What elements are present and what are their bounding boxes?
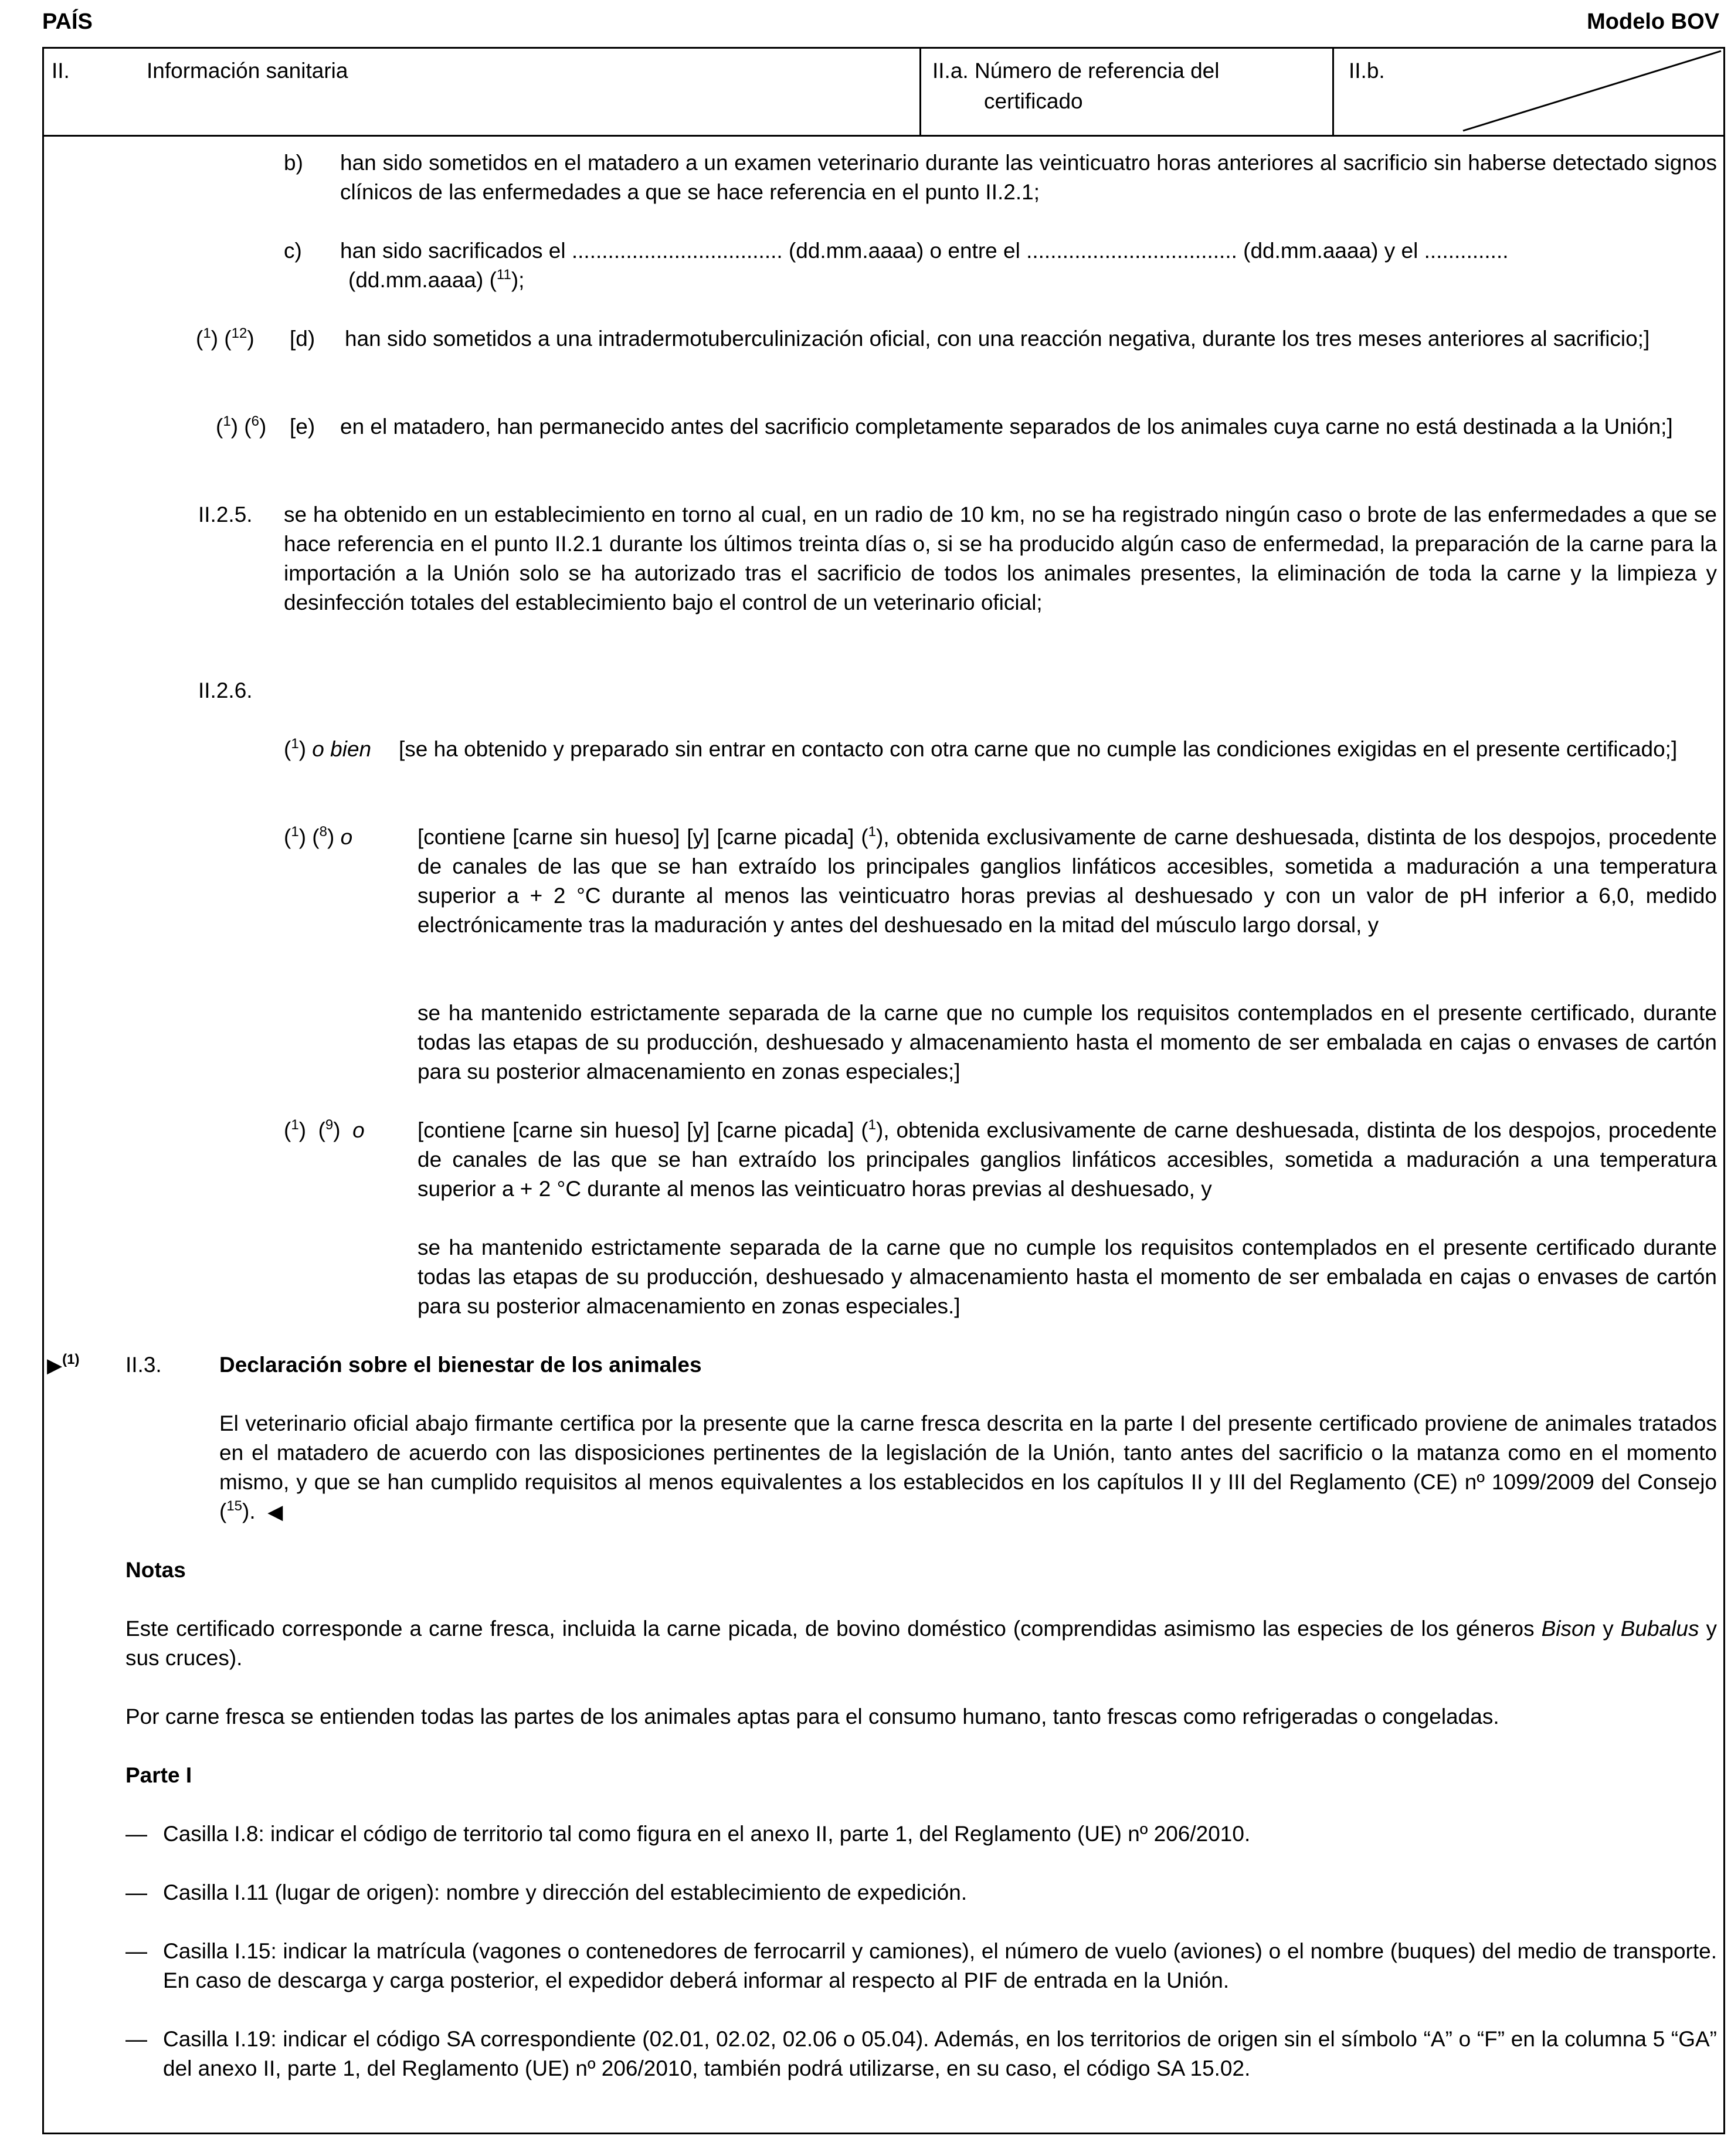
amendment-start-marker: ▶$^{(1)}$ <box>47 1352 80 1377</box>
item-d-label: [d) <box>290 327 315 351</box>
ref-number-label-line2: certificado <box>984 89 1083 113</box>
ii26-opt3-ref: ($^1$) ($^9$) o <box>284 1117 365 1142</box>
ii26-opt1-text: [se ha obtenido y preparado sin entrar en contacto con otra carne que no cumple las condiciones exigidas en el presente certificado;] <box>399 737 1678 761</box>
bullet-dash: — <box>125 1939 147 1963</box>
ii25-label: II.2.5. <box>198 502 253 527</box>
item-b-label: b) <box>284 151 303 175</box>
country-label: PAÍS <box>42 9 93 34</box>
ii26-opt2-ref: ($^1$) ($^8$) o <box>284 824 353 849</box>
notes-title: Notas <box>125 1558 186 1582</box>
bullet-casilla-i11: Casilla I.11 (lugar de origen): nombre y dirección del establecimiento de expedición. <box>163 1880 968 1904</box>
notes-paragraph-2: Por carne fresca se entienden todas las partes de los animales aptas para el consumo humano, tanto frescas como refrigeradas o congeladas. <box>125 1705 1499 1729</box>
iib-diagonal-strike <box>1334 49 1723 135</box>
bullet-casilla-i19: Casilla I.19: indicar el código SA correspondiente (02.01, 02.02, 02.06 o 05.04). Además, en los territorios de origen sin el símbolo “A” o “F” en la columna 5 “GA” del anexo II, parte 1, del Reglamento (UE) nº 206/2010, también podrá utilizarse, en su caso, el código SA 15.02. <box>163 2027 1717 2080</box>
part-i-title: Parte I <box>125 1763 192 1787</box>
ii3-title: Declaración sobre el bienestar de los animales <box>219 1353 702 1377</box>
item-b-text: han sido sometidos en el matadero a un examen veterinario durante las veinticuatro horas anteriores al sacrificio sin haberse detectado signos clínicos de las enfermedades a que se hace referencia en el punto II.2.1; <box>340 151 1717 204</box>
ii26-opt1-ref: ($^1$) o bien <box>284 736 372 761</box>
ii3-text: El veterinario oficial abajo firmante certifica por la presente que la carne fresca descrita en la parte I del presente certificado proviene de animales tratados en el matadero de acuerdo con las disposiciones pertinentes de la legislación de la Unión, tanto antes del sacrificio o la matanza como en el momento mismo, y que se han cumplido requisitos al menos equivalentes a los establecidos en los capítulos II y III del Reglamento (CE) nº 1099/2009 del Consejo ($^{15}$). ◀ <box>219 1411 1717 1523</box>
ii25-text: se ha obtenido en un establecimiento en torno al cual, en un radio de 10 km, no se ha registrado ningún caso o brote de las enfermedades a que se hace referencia en el punto II.2.1 durante los últimos treinta días o, si se ha producido algún caso de enfermedad, la preparación de la carne para la importación a la Unión solo se ha autorizado tras el sacrificio de todos los animales presentes, la eliminación de toda la carne y la limpieza y desinfección totales del establecimiento bajo el control de un veterinario oficial; <box>284 502 1717 614</box>
bullet-dash: — <box>125 1880 147 1904</box>
ref-number-label-line1: II.a. Número de referencia del <box>932 59 1220 83</box>
notes-paragraph-1: Este certificado corresponde a carne fresca, incluida la carne picada, de bovino doméstico (comprendidas asimismo las especies de los géneros Bison y Bubalus y sus cruces). <box>125 1617 1718 1670</box>
header-divider <box>42 135 1725 137</box>
bullet-casilla-i15: Casilla I.15: indicar la matrícula (vagones o contenedores de ferrocarril y camiones), el número de vuelo (aviones) o el nombre (buques) del medio de transporte. En caso de descarga y carga posterior, el expedidor deberá informar al respecto al PIF de entrada en la Unión. <box>163 1939 1717 1992</box>
ii3-label: II.3. <box>125 1353 162 1377</box>
section-title: Información sanitaria <box>147 59 348 83</box>
item-e-refs: ($^1$) ($^6$) <box>216 413 267 439</box>
ii26-opt3-text: [contiene [carne sin hueso] [y] [carne picada] ($^1$), obtenida exclusivamente de carne deshuesada, distinta de los despojos, procedente de canales de las que se han extraído los principales ganglios linfáticos accesibles, sometida a maduración a una temperatura superior a + 2 °C durante al menos las veinticuatro horas previas al deshuesado, y <box>418 1117 1718 1201</box>
ii26-label: II.2.6. <box>198 678 253 702</box>
item-d-refs: ($^1$) ($^{12}$) <box>196 325 254 351</box>
bullet-casilla-i8: Casilla I.8: indicar el código de territorio tal como figura en el anexo II, parte 1, del Reglamento (UE) nº 206/2010. <box>163 1822 1251 1846</box>
header-column-divider-1 <box>919 47 921 136</box>
iib-label: II.b. <box>1349 59 1385 83</box>
amendment-end-marker: ◀ <box>267 1501 283 1523</box>
section-number: II. <box>52 59 70 83</box>
item-e-text: en el matadero, han permanecido antes del sacrificio completamente separados de los animales cuya carne no está destinada a la Unión;] <box>340 415 1673 439</box>
ii26-opt3-text-cont: se ha mantenido estrictamente separada de la carne que no cumple los requisitos contemplados en el presente certificado durante todas las etapas de su producción, deshuesado y almacenamiento hasta el momento de ser embalada en cajas o envases de cartón para su posterior almacenamiento en zonas especiales.] <box>418 1235 1717 1318</box>
item-c-label: c) <box>284 239 302 263</box>
model-label: Modelo BOV <box>1587 9 1719 34</box>
bullet-dash: — <box>125 2027 147 2051</box>
ii26-opt2-text: [contiene [carne sin hueso] [y] [carne picada] ($^1$), obtenida exclusivamente de carne deshuesada, distinta de los despojos, procedente de canales de las que se han extraído los principales ganglios linfáticos accesibles, sometida a maduración a una temperatura superior a + 2 °C durante al menos las veinticuatro horas previas al deshuesado y con un valor de pH inferior a 6,0, medido electrónicamente tras la maduración y antes del deshuesado en la mitad del músculo largo dorsal, y <box>418 824 1718 937</box>
item-d-text: han sido sometidos a una intradermotuberculinización oficial, con una reacción negativa, durante los tres meses anteriores al sacrificio;] <box>345 327 1650 351</box>
item-e-label: [e) <box>290 415 315 439</box>
bullet-dash: — <box>125 1822 147 1846</box>
ii26-opt2-text-cont: se ha mantenido estrictamente separada de la carne que no cumple los requisitos contemplados en el presente certificado, durante todas las etapas de su producción, deshuesado y almacenamiento hasta el momento de ser embalada en cajas o envases de cartón para su posterior almacenamiento en zonas especiales;] <box>418 1001 1717 1084</box>
item-c-text: han sido sacrificados el ................................... (dd.mm.aaaa) o entre el ................................... (dd.mm.aaaa) y el .............. (dd.mm.aaaa) ($^{11}$); <box>340 239 1509 292</box>
